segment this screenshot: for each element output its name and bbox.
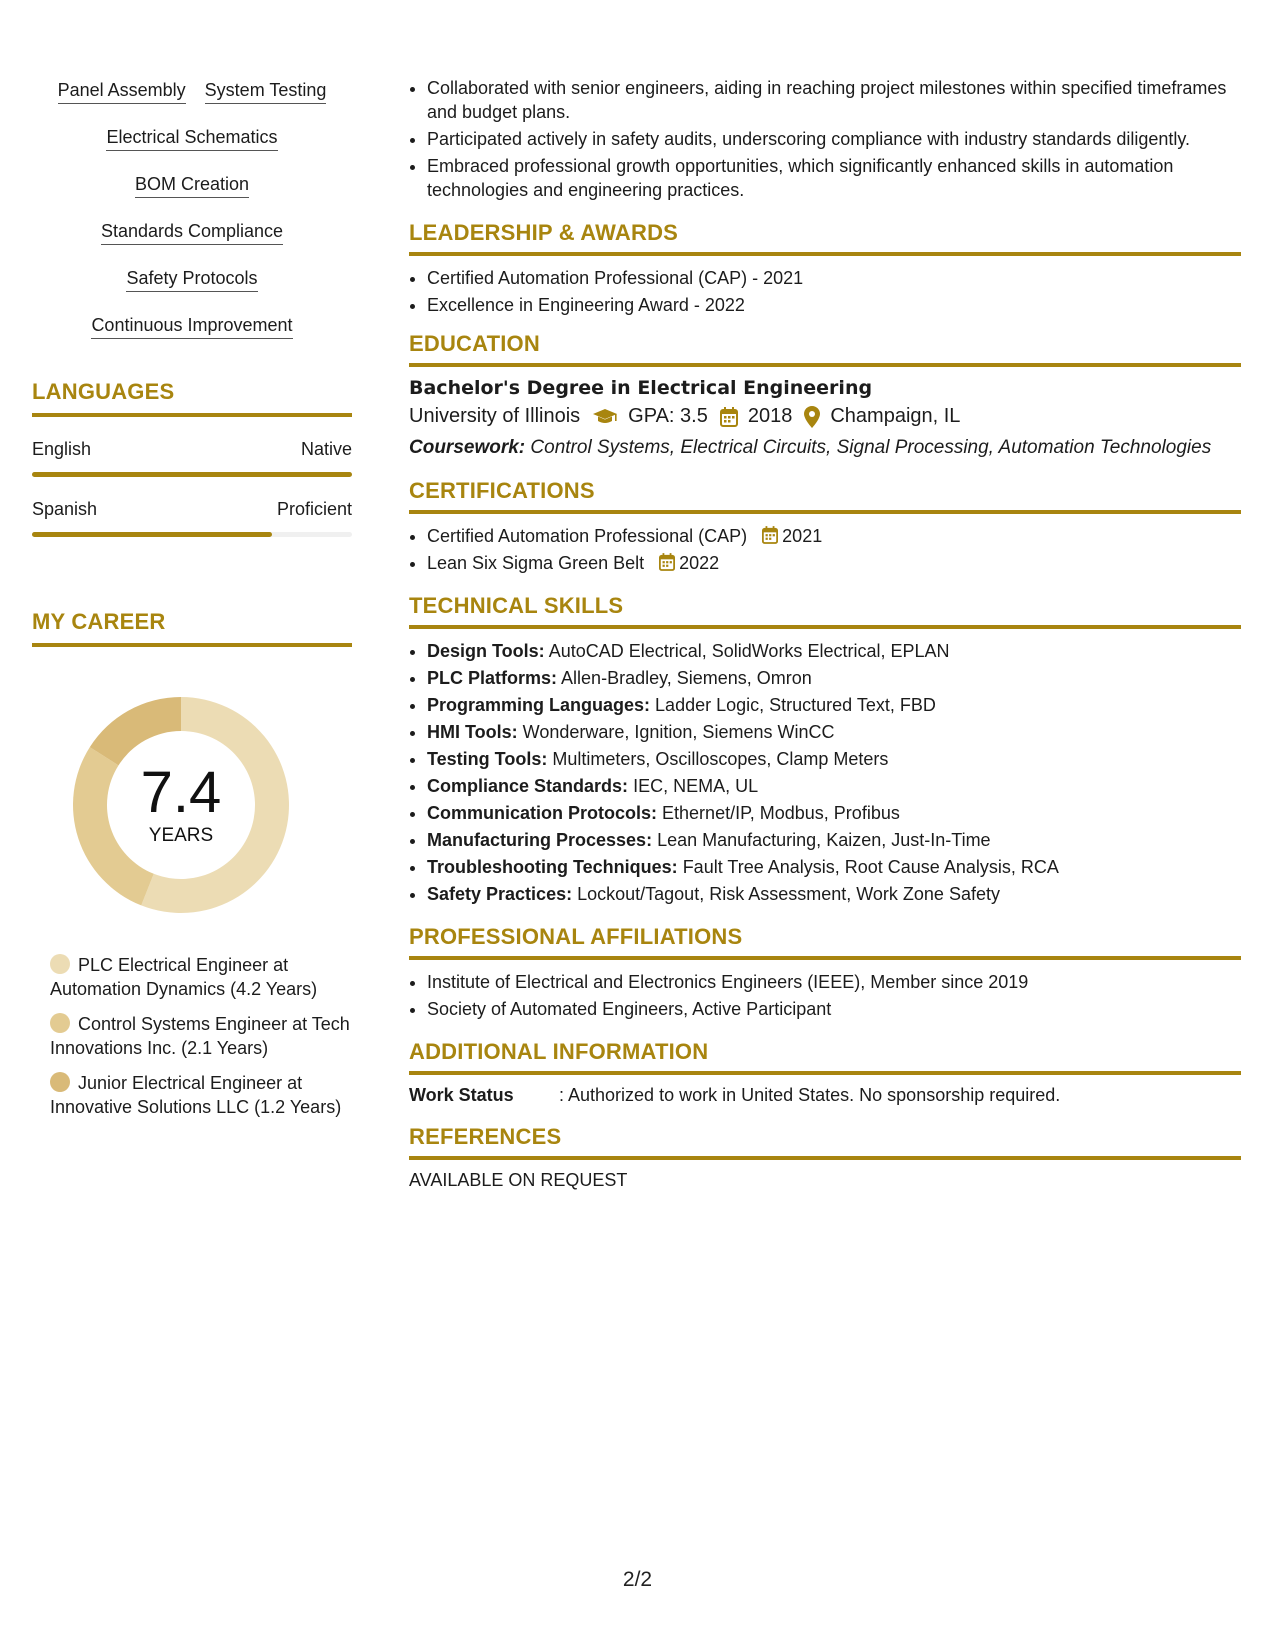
technical-skill-item (427, 639, 1241, 663)
affiliations-heading: PROFESSIONAL AFFILIATIONS (409, 924, 1241, 960)
school-location: Champaign, IL (830, 405, 961, 427)
left-column (32, 76, 352, 1130)
gpa: GPA: 3.5 (628, 405, 708, 427)
coursework (409, 436, 1241, 460)
skills-tags (32, 76, 352, 339)
affiliations-section (409, 924, 1241, 1021)
certification-year: 2022 (679, 553, 720, 573)
languages-section (32, 379, 352, 537)
skills-row (32, 76, 352, 104)
language-name: Spanish (32, 499, 98, 519)
skill-label: Compliance Standards: (427, 776, 629, 796)
skills-row (32, 311, 352, 339)
skills-row (32, 264, 352, 292)
education-section (409, 331, 1241, 460)
skill-tag: System Testing (205, 76, 327, 104)
certification-year: 2021 (782, 526, 823, 546)
technical-skills-heading: TECHNICAL SKILLS (409, 593, 1241, 629)
additional-info-heading: ADDITIONAL INFORMATION (409, 1039, 1241, 1075)
languages-heading: LANGUAGES (32, 379, 352, 417)
language-item (32, 439, 352, 477)
skill-tag: Continuous Improvement (91, 311, 292, 339)
degree-title: Bachelor's Degree in Electrical Engineering (409, 377, 873, 399)
technical-skill-item (427, 828, 1241, 852)
skill-label: PLC Platforms: (427, 668, 558, 688)
coursework-text: Control Systems, Electrical Circuits, Signal Processing, Automation Technologies (530, 437, 1212, 458)
certification-item (427, 551, 1241, 575)
legend-dot (50, 1072, 70, 1092)
skill-value: AutoCAD Electrical, SolidWorks Electrical, EPLAN (548, 641, 950, 661)
skill-value: Ladder Logic, Structured Text, FBD (655, 695, 936, 715)
skill-tag: Standards Compliance (101, 217, 283, 245)
career-legend-item (50, 1012, 352, 1060)
work-status-label: Work Status (409, 1085, 514, 1105)
language-bar-fill (32, 472, 352, 477)
career-donut-chart (67, 691, 295, 919)
legend-dot (50, 954, 70, 974)
career-legend-text: Junior Electrical Engineer at Innovative Solutions LLC (1.2 Years) (50, 1073, 342, 1117)
skill-value: Wonderware, Ignition, Siemens WinCC (522, 722, 835, 742)
skill-value: Ethernet/IP, Modbus, Profibus (662, 803, 900, 823)
skill-label: HMI Tools: (427, 722, 518, 742)
work-status-row (409, 1085, 1241, 1106)
affiliation-item: • Institute of Electrical and Electronics Engineers (IEEE), Member since 2019 (427, 970, 1241, 994)
skills-row (32, 217, 352, 245)
skill-tag: Safety Protocols (126, 264, 257, 292)
education-heading: EDUCATION (409, 331, 1241, 367)
technical-skill-item (427, 801, 1241, 825)
language-item (32, 499, 352, 537)
calendar-icon (762, 526, 778, 544)
map-pin-icon (804, 406, 820, 428)
experience-bullet: • Collaborated with senior engineers, aiding in reaching project milestones within specified timeframes and budget plans. (427, 76, 1241, 124)
calendar-icon (659, 553, 675, 571)
technical-skill-item (427, 747, 1241, 771)
affiliation-item: • Society of Automated Engineers, Active Participant (427, 997, 1241, 1021)
language-bar (32, 532, 352, 537)
skill-value: Lean Manufacturing, Kaizen, Just-In-Time (657, 830, 991, 850)
donut-center (67, 691, 295, 919)
experience-bullet: • Participated actively in safety audits, underscoring compliance with industry standards diligently. (427, 127, 1241, 151)
skill-value: IEC, NEMA, UL (633, 776, 759, 796)
graduation-cap-icon (592, 408, 618, 426)
language-level: Proficient (276, 499, 352, 519)
calendar-icon (720, 407, 738, 427)
certification-name: Certified Automation Professional (CAP) (427, 526, 748, 546)
career-total-years: 7.4 (140, 760, 222, 825)
skill-tag: Panel Assembly (58, 76, 186, 104)
skill-tag: Electrical Schematics (106, 123, 277, 151)
career-section (32, 609, 352, 1119)
language-bar-fill (32, 532, 272, 537)
technical-skill-item (427, 693, 1241, 717)
certification-name: Lean Six Sigma Green Belt (427, 553, 645, 573)
certification-item (427, 524, 1241, 548)
skill-label: Troubleshooting Techniques: (427, 857, 678, 877)
skill-tag: BOM Creation (135, 170, 249, 198)
education-meta (409, 405, 1241, 428)
graduation-year: 2018 (747, 405, 793, 427)
page-number: 2/2 (622, 1568, 653, 1591)
skill-label: Manufacturing Processes: (427, 830, 653, 850)
work-status-value: : Authorized to work in United States. No sponsorship required. (559, 1085, 1061, 1105)
language-bar (32, 472, 352, 477)
coursework-label: Coursework: (409, 437, 526, 458)
career-legend-item (50, 1071, 352, 1119)
career-legend-text: Control Systems Engineer at Tech Innovations Inc. (2.1 Years) (50, 1014, 350, 1058)
career-heading: MY CAREER (32, 609, 352, 647)
technical-skills-list (409, 639, 1241, 906)
skill-label: Design Tools: (427, 641, 545, 661)
leadership-heading: LEADERSHIP & AWARDS (409, 220, 1241, 256)
language-name: English (32, 439, 92, 459)
references-text: AVAILABLE ON REQUEST (409, 1170, 628, 1190)
legend-dot (50, 1013, 70, 1033)
technical-skill-item (427, 774, 1241, 798)
technical-skill-item (427, 666, 1241, 690)
skills-row (32, 170, 352, 198)
skill-label: Programming Languages: (427, 695, 651, 715)
experience-bullet: • Embraced professional growth opportunities, which significantly enhanced skills in automation technologies and engineering practices. (427, 154, 1241, 202)
leadership-item: • Excellence in Engineering Award - 2022 (427, 293, 1241, 317)
leadership-section (409, 220, 1241, 317)
school-name: University of Illinois (409, 405, 581, 427)
certifications-section (409, 478, 1241, 575)
skill-value: Multimeters, Oscilloscopes, Clamp Meters (552, 749, 889, 769)
leadership-item: • Certified Automation Professional (CAP) - 2021 (427, 266, 1241, 290)
skill-label: Testing Tools: (427, 749, 548, 769)
career-legend-item (50, 953, 352, 1001)
career-total-label: YEARS (148, 825, 214, 846)
references-section (409, 1124, 1241, 1191)
right-column (409, 76, 1241, 1205)
career-legend-text: PLC Electrical Engineer at Automation Dynamics (4.2 Years) (50, 955, 318, 999)
skill-value: Allen-Bradley, Siemens, Omron (561, 668, 812, 688)
technical-skills-section (409, 593, 1241, 906)
skill-value: Lockout/Tagout, Risk Assessment, Work Zone Safety (577, 884, 1000, 904)
skills-row (32, 123, 352, 151)
skill-label: Safety Practices: (427, 884, 573, 904)
certifications-heading: CERTIFICATIONS (409, 478, 1241, 514)
technical-skill-item (427, 882, 1241, 906)
skill-label: Communication Protocols: (427, 803, 658, 823)
career-legend (32, 953, 352, 1119)
technical-skill-item (427, 855, 1241, 879)
technical-skill-item (427, 720, 1241, 744)
skill-value: Fault Tree Analysis, Root Cause Analysis, RCA (682, 857, 1059, 877)
references-heading: REFERENCES (409, 1124, 1241, 1160)
additional-info-section (409, 1039, 1241, 1106)
language-level: Native (300, 439, 352, 459)
experience-continued (409, 76, 1241, 202)
